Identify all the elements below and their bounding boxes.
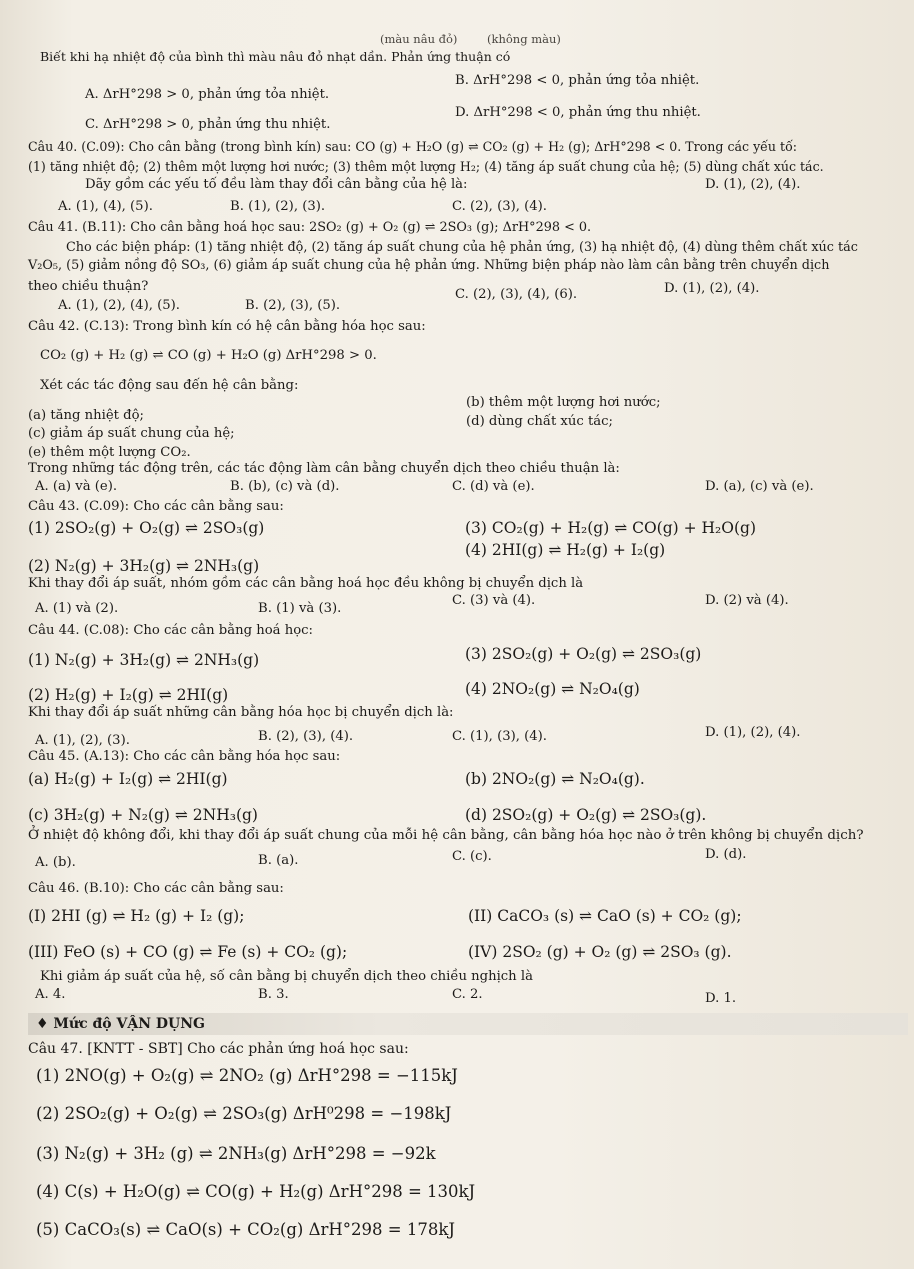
- header-col2: (không màu): [487, 32, 561, 46]
- q43-option-b: B. (1) và (3).: [258, 601, 342, 616]
- q46-option-d: D. 1.: [705, 991, 737, 1006]
- q43-option-a: A. (1) và (2).: [35, 601, 119, 616]
- q46-option-a: A. 4.: [35, 987, 66, 1002]
- q44-reaction-2: (2) H₂(g) + I₂(g) ⇌ 2HI(g): [28, 686, 229, 704]
- q44-option-d: D. (1), (2), (4).: [705, 725, 801, 740]
- q43-reaction-3: (3) CO₂(g) + H₂(g) ⇌ CO(g) + H₂O(g): [465, 519, 756, 537]
- q42-option-c: C. (d) và (e).: [452, 479, 535, 494]
- q41-stem1: Câu 41. (B.11): Cho cân bằng hoá học sau: 2SO₂ (g) + O₂ (g) ⇌ 2SO₃ (g); ΔrH°298 < 0.: [28, 220, 592, 235]
- q47-reaction-3: (3) N₂(g) + 3H₂ (g) ⇌ 2NH₃(g) ΔrH°298 = −92k: [36, 1144, 436, 1163]
- section-title: ♦ Mức độ VẬN DỤNG: [36, 1016, 205, 1032]
- q39-option-c: C. ΔrH°298 > 0, phản ứng thu nhiệt.: [85, 117, 331, 132]
- q46-reaction-1: (I) 2HI (g) ⇌ H₂ (g) + I₂ (g);: [28, 907, 245, 925]
- q43-reaction-1: (1) 2SO₂(g) + O₂(g) ⇌ 2SO₃(g): [28, 519, 265, 537]
- q41-option-b: B. (2), (3), (5).: [245, 298, 341, 313]
- q42-factor-d: (d) dùng chất xúc tác;: [466, 414, 613, 429]
- q40-stem1: Câu 40. (C.09): Cho cân bằng (trong bình kín) sau: CO (g) + H₂O (g) ⇌ CO₂ (g) + H₂ (g); ΔrH°298 < 0. Trong các yếu tố:: [28, 139, 798, 154]
- q42-stem1: Câu 42. (C.13): Trong bình kín có hệ cân bằng hóa học sau:: [28, 319, 426, 334]
- q41-option-a: A. (1), (2), (4), (5).: [58, 298, 180, 313]
- q42-option-d: D. (a), (c) và (e).: [705, 479, 814, 494]
- q40-option-b: B. (1), (2), (3).: [230, 199, 326, 214]
- q45-reaction-d: (d) 2SO₂(g) + O₂(g) ⇌ 2SO₃(g).: [465, 806, 707, 824]
- q40-stem2: (1) tăng nhiệt độ; (2) thêm một lượng hơi nước; (3) thêm một lượng H₂; (4) tăng áp suất chung của hệ; (5) dùng chất xúc tác.: [28, 159, 824, 174]
- q45-reaction-b: (b) 2NO₂(g) ⇌ N₂O₄(g).: [465, 770, 645, 788]
- q44-option-c: C. (1), (3), (4).: [452, 729, 548, 744]
- q47-stem: Câu 47. [KNTT - SBT] Cho các phản ứng hoá học sau:: [28, 1041, 409, 1057]
- q42-factor-b: (b) thêm một lượng hơi nước;: [466, 395, 661, 410]
- q43-reaction-4: (4) 2HI(g) ⇌ H₂(g) + I₂(g): [465, 541, 666, 559]
- q44-stem2: Khi thay đổi áp suất những cân bằng hóa học bị chuyển dịch là:: [28, 705, 454, 720]
- q45-option-c: C. (c).: [452, 849, 492, 864]
- q39-option-d: D. ΔrH°298 < 0, phản ứng thu nhiệt.: [455, 105, 701, 120]
- q45-stem: Câu 45. (A.13): Cho các cân bằng hóa học sau:: [28, 749, 341, 764]
- q47-reaction-4: (4) C(s) + H₂O(g) ⇌ CO(g) + H₂(g) ΔrH°298 = 130kJ: [36, 1182, 476, 1201]
- q47-reaction-1: (1) 2NO(g) + O₂(g) ⇌ 2NO₂ (g) ΔrH°298 = −115kJ: [36, 1066, 458, 1085]
- q44-option-b: B. (2), (3), (4).: [258, 729, 354, 744]
- q40-stem3: Dãy gồm các yếu tố đều làm thay đổi cân bằng của hệ là:: [85, 177, 468, 192]
- q43-stem: Câu 43. (C.09): Cho các cân bằng sau:: [28, 499, 284, 514]
- q42-stem2: Xét các tác động sau đến hệ cân bằng:: [40, 378, 299, 393]
- q45-reaction-a: (a) H₂(g) + I₂(g) ⇌ 2HI(g): [28, 770, 228, 788]
- q46-stem2: Khi giảm áp suất của hệ, số cân bằng bị chuyển dịch theo chiều nghịch là: [40, 969, 533, 984]
- q43-option-d: D. (2) và (4).: [705, 593, 789, 608]
- q45-option-a: A. (b).: [35, 855, 76, 870]
- q41-option-c: C. (2), (3), (4), (6).: [455, 287, 578, 302]
- q45-option-b: B. (a).: [258, 853, 299, 868]
- q42-stem3: Trong những tác động trên, các tác động làm cân bằng chuyển dịch theo chiều thuận là:: [28, 461, 620, 476]
- q44-option-a: A. (1), (2), (3).: [35, 733, 130, 748]
- q47-reaction-5: (5) CaCO₃(s) ⇌ CaO(s) + CO₂(g) ΔrH°298 = 178kJ: [36, 1220, 455, 1239]
- q44-reaction-3: (3) 2SO₂(g) + O₂(g) ⇌ 2SO₃(g): [465, 645, 702, 663]
- q47-reaction-2: (2) 2SO₂(g) + O₂(g) ⇌ 2SO₃(g) ΔrH⁰298 = −198kJ: [36, 1104, 452, 1123]
- q42-factor-e: (e) thêm một lượng CO₂.: [28, 445, 191, 460]
- header-col1: (màu nâu đỏ): [380, 32, 458, 46]
- q41-stem4: theo chiều thuận?: [28, 279, 149, 294]
- q39-option-a: A. ΔrH°298 > 0, phản ứng tỏa nhiệt.: [85, 87, 330, 102]
- q44-stem: Câu 44. (C.08): Cho các cân bằng hoá học:: [28, 623, 313, 638]
- q41-stem3: V₂O₅, (5) giảm nồng độ SO₃, (6) giảm áp suất chung của hệ phản ứng. Những biện pháp nào làm cân bằng trên chuyển dịch: [28, 258, 830, 273]
- q43-reaction-2: (2) N₂(g) + 3H₂(g) ⇌ 2NH₃(g): [28, 557, 260, 575]
- q42-option-b: B. (b), (c) và (d).: [230, 479, 340, 494]
- q46-option-c: C. 2.: [452, 987, 483, 1002]
- q45-stem2: Ở nhiệt độ không đổi, khi thay đổi áp suất chung của mỗi hệ cân bằng, cân bằng hóa học nào ở trên không bị chuyển dịch?: [28, 828, 864, 843]
- q43-stem2: Khi thay đổi áp suất, nhóm gồm các cân bằng hoá học đều không bị chuyển dịch là: [28, 576, 584, 591]
- q46-reaction-2: (II) CaCO₃ (s) ⇌ CaO (s) + CO₂ (g);: [468, 907, 742, 925]
- q40-option-a: A. (1), (4), (5).: [58, 199, 153, 214]
- q44-reaction-4: (4) 2NO₂(g) ⇌ N₂O₄(g): [465, 680, 640, 698]
- q46-reaction-4: (IV) 2SO₂ (g) + O₂ (g) ⇌ 2SO₃ (g).: [468, 943, 732, 961]
- q40-option-c: C. (2), (3), (4).: [452, 199, 548, 214]
- q40-option-d: D. (1), (2), (4).: [705, 177, 801, 192]
- q42-equation: CO₂ (g) + H₂ (g) ⇌ CO (g) + H₂O (g) ΔrH°298 > 0.: [40, 348, 377, 363]
- q45-reaction-c: (c) 3H₂(g) + N₂(g) ⇌ 2NH₃(g): [28, 806, 258, 824]
- q43-option-c: C. (3) và (4).: [452, 593, 536, 608]
- q46-reaction-3: (III) FeO (s) + CO (g) ⇌ Fe (s) + CO₂ (g);: [28, 943, 348, 961]
- intro-text: Biết khi hạ nhiệt độ của bình thì màu nâu đỏ nhạt dần. Phản ứng thuận có: [40, 49, 511, 64]
- q46-option-b: B. 3.: [258, 987, 289, 1002]
- q41-option-d: D. (1), (2), (4).: [664, 281, 760, 296]
- q42-option-a: A. (a) và (e).: [35, 479, 118, 494]
- q45-option-d: D. (d).: [705, 847, 747, 862]
- q39-option-b: B. ΔrH°298 < 0, phản ứng tỏa nhiệt.: [455, 73, 700, 88]
- q42-factor-a: (a) tăng nhiệt độ;: [28, 408, 144, 423]
- q41-stem2: Cho các biện pháp: (1) tăng nhiệt độ, (2) tăng áp suất chung của hệ phản ứng, (3) hạ nhiệt độ, (4) dùng thêm chất xúc tác: [66, 240, 858, 255]
- q46-stem: Câu 46. (B.10): Cho các cân bằng sau:: [28, 881, 284, 896]
- q44-reaction-1: (1) N₂(g) + 3H₂(g) ⇌ 2NH₃(g): [28, 651, 260, 669]
- q42-factor-c: (c) giảm áp suất chung của hệ;: [28, 426, 235, 441]
